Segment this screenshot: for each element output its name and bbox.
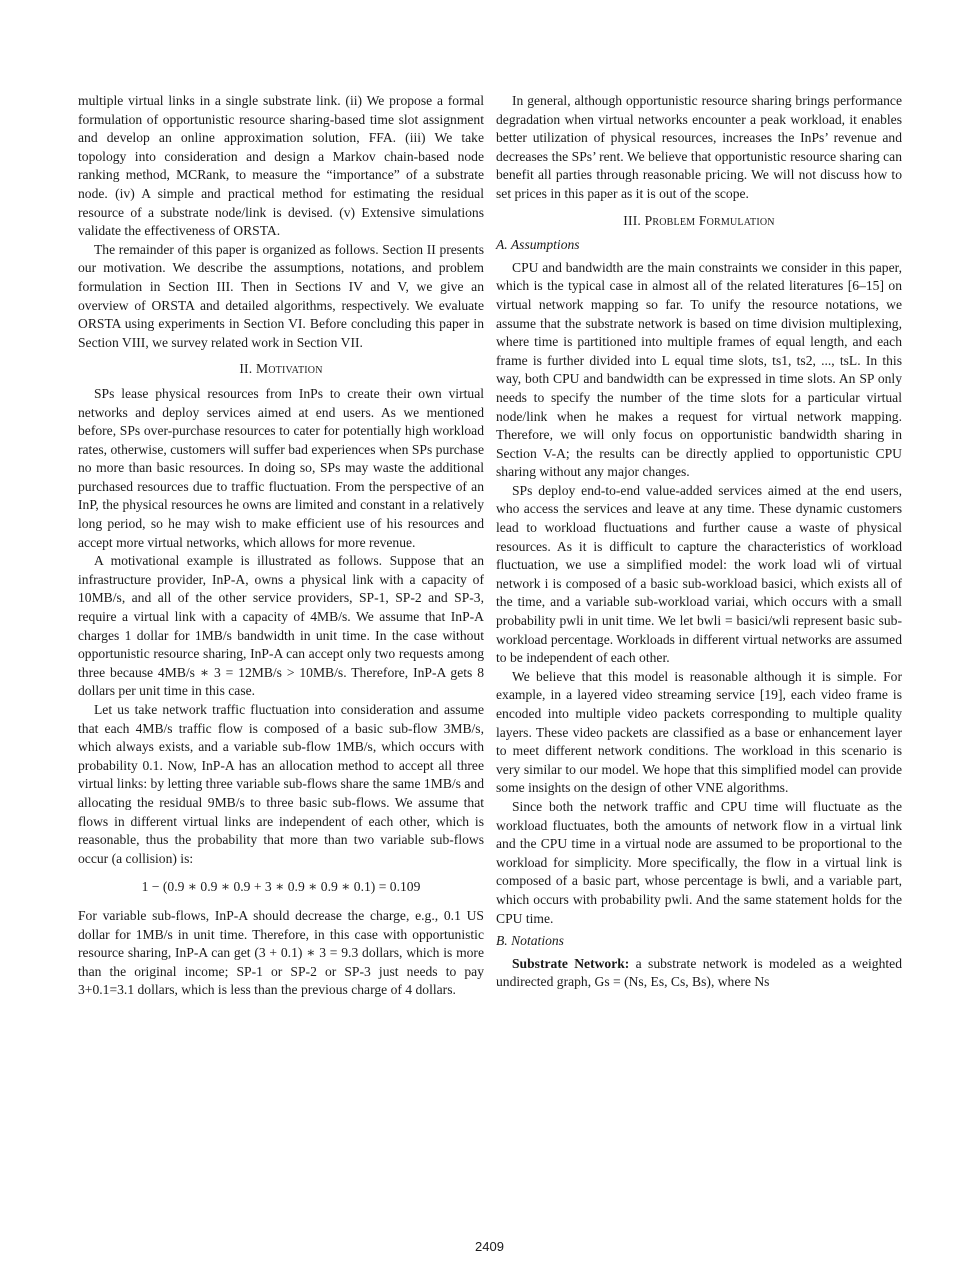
paragraph bbox=[496, 955, 902, 992]
page-number: 2409 bbox=[475, 1239, 504, 1254]
paragraph: Let us take network traffic fluctuation into consideration and assume that each 4MB/s traffic flow is composed of a basic sub-flow 3MB/s, which always exists, and a variable sub-flow 1MB/s, which occurs with probability 0.1. Now, InP-A has an allocation method to accept all three virtual links: by letting three variable sub-flows share the same 1MB/s and allocating the residual 9MB/s to three basic sub-flows. We assume that flows in different virtual links are independent of each other, which is reasonable, thus the probability that more than two variable sub-flows occur (a collision) is: bbox=[78, 702, 484, 866]
section-heading: II. Motivation bbox=[239, 361, 323, 377]
subsection-heading: A. Assumptions bbox=[496, 237, 580, 253]
left-column bbox=[78, 92, 484, 1000]
subsection-heading: B. Notations bbox=[496, 933, 564, 949]
paragraph: CPU and bandwidth are the main constraints we consider in this paper, which is the typical case in almost all of the related literatures [6–15] on virtual network mapping so far. To unify the resource notations, we assume that the substrate network is based on time division multiplexing, where time is partitioned into multiple frames of equal length, and each frame is further divided into L equal time slots, ts1, ts2, ..., tsL. In this way, both CPU and bandwidth can be expressed in time slots. An SP only needs to specify the number of the time slots for a particular virtual node/link when he makes a request for virtual network mapping. Therefore, we will only focus on opportunistic bandwidth sharing in Section V-A; the results can be directly applied to opportunistic CPU sharing without any major changes. bbox=[496, 259, 902, 480]
section-heading: III. Problem Formulation bbox=[623, 212, 775, 228]
paragraph-text: a substrate network is modeled as a weighted undirected graph, Gs = (Ns, Es, Cs, Bs), where Ns bbox=[496, 955, 902, 990]
paragraph: In general, although opportunistic resource sharing brings performance degradation when virtual networks encounter a peak workload, it enables better utilization of physical resources, increases the InPs’ revenue and decreases the SPs’ rent. We believe that opportunistic resource sharing can benefit all parties through reasonable pricing. We will not discuss how to set prices in this paper as it is out of the scope. bbox=[496, 93, 902, 201]
paragraph: Since both the network traffic and CPU time will fluctuate as the workload fluctuates, both the amounts of network flow in a virtual link and the CPU time in a virtual node are assumed to be proportional to the workload for simplicity. More specifically, the flow in a virtual link is composed of a basic part, whose percentage is bwli, and a variable part, which occurs with probability pwli. And the same statement holds for the CPU time. bbox=[496, 798, 902, 926]
right-column bbox=[496, 92, 902, 992]
paragraph: multiple virtual links in a single substrate link. (ii) We propose a formal formulation of opportunistic resource sharing-based time slot assignment and develop an online approximation solution, FFA. (iii) We take topology into consideration and design a Markov chain-based node ranking method, MCRank, to measure the “importance” of a substrate node. (iv) A simple and practical method for estimating the residual resource of a substrate node/link is devised. (v) Extensive simulations validate the effectiveness of ORSTA. bbox=[78, 93, 484, 239]
paragraph: SPs deploy end-to-end value-added services aimed at the end users, who access the services and leave at any time. These dynamic customers lead to workload fluctuations and further cause a waste of physical resources. As it is difficult to capture the characteristics of workload fluctuation, we use a simplified model: the work load wli of virtual network i is composed of a basic sub-workload basici, which exists all of the time, and a variable sub-workload variai, which occurs with a small probability pwli in unit time. We let bwli = basici/wli represent basic sub-workload percentage. Workloads in different virtual networks are assumed to be independent of each other. bbox=[496, 482, 902, 666]
paragraph: SPs lease physical resources from InPs to create their own virtual networks and deploy services aimed at end users. As we mentioned before, SPs over-purchase resources to cater for potentially high workload rates, otherwise, customers will suffer bad experiences when SPs purchase no more than basic resources. In doing so, SPs may waste the additional purchased resources due to traffic fluctuation. From the perspective of an InP, the physical resources he owns are limited and constant in a relatively long period, so he may wish to make efficient use of his resources and accept more virtual networks, which allows for more revenue. bbox=[78, 385, 484, 550]
paragraph: The remainder of this paper is organized as follows. Section II presents our motivation. We describe the assumptions, notations, and problem formulation in Section III. Then in Sections IV and V, we give an overview of ORSTA and detailed algorithms, respectively. We evaluate ORSTA using experiments in Section VI. Before concluding this paper in Section VIII, we survey related work in Section VII. bbox=[78, 241, 484, 350]
bold-lead: Substrate Network: bbox=[512, 955, 630, 971]
paragraph: For variable sub-flows, InP-A should decrease the charge, e.g., 0.1 US dollar for 1MB/s in unit time. Therefore, in this case with opportunistic resource sharing, InP-A can get (3 + 0.1) ∗ 3 = 9.3 dollars, which is more than the original income; SP-1 or SP-2 or SP-3 just needs to pay 3+0.1=3.1 dollars, which is less than the previous charge of 4 dollars. bbox=[78, 907, 484, 998]
paragraph: We believe that this model is reasonable although it is simple. For example, in a layered video streaming service [19], each video frame is encoded into multiple video packets corresponding to multiple quality layers. These video packets are classified as a base or enhancement layer to meet different network conditions. The workload in this scenario is very similar to our model. We hope that this simplified model can provide some insights on the design of other VNE algorithms. bbox=[496, 668, 902, 796]
paragraph: A motivational example is illustrated as follows. Suppose that an infrastructure provider, InP-A, owns a physical link with a capacity of 10MB/s, and all of the other service providers, SP-1, SP-2 and SP-3, require a virtual link with a capacity of 4MB/s. We assume that InP-A charges 1 dollar for 1MB/s bandwidth in unit time. In the case without opportunistic resource sharing, InP-A can accept only two requests among three because 4MB/s ∗ 3 = 12MB/s > 10MB/s. Therefore, InP-A gets 8 dollars per unit time in this case. bbox=[78, 553, 484, 699]
equation: 1 − (0.9 ∗ 0.9 ∗ 0.9 + 3 ∗ 0.9 ∗ 0.9 ∗ 0.1) = 0.109 bbox=[141, 879, 421, 895]
